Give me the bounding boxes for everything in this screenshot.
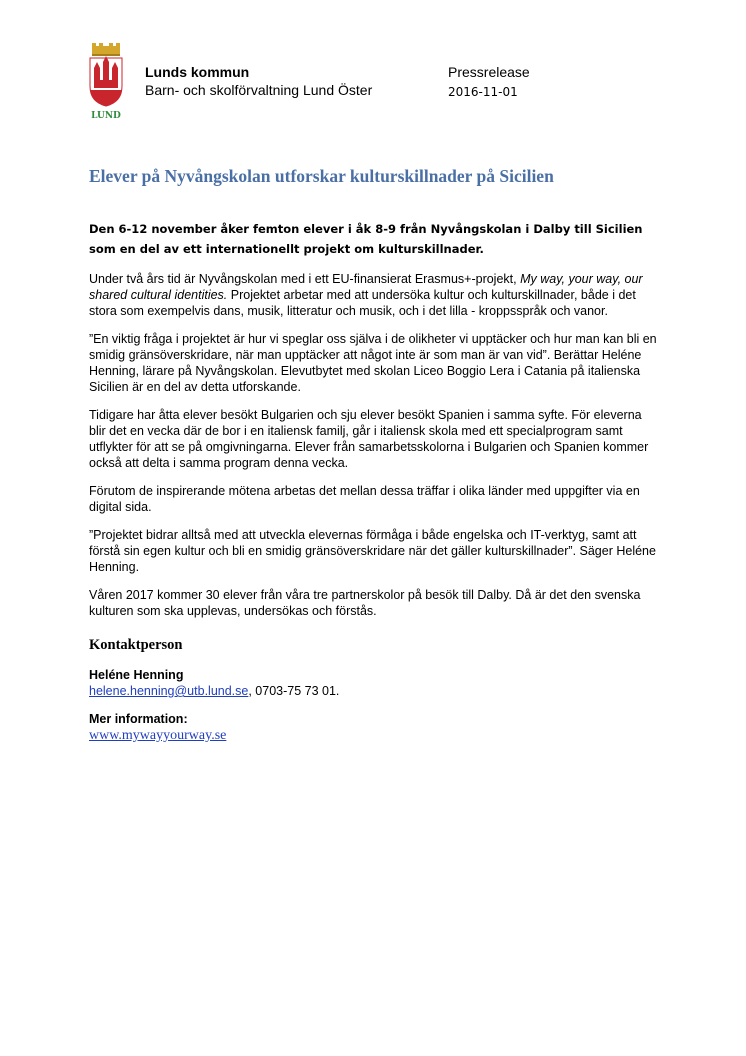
- organization-name: Lunds kommun: [145, 64, 250, 80]
- project-name: My way, your way, our shared cultural identities.: [89, 272, 643, 302]
- article-lead: Den 6-12 november åker femton elever i åk 8-9 från Nyvångskolan i Dalby till Sicilien som en del av ett internationellt projekt om kulturskillnader.: [89, 222, 643, 256]
- contact-name: Heléne Henning: [89, 668, 184, 682]
- article-title: Elever på Nyvångskolan utforskar kulturskillnader på Sicilien: [89, 166, 554, 186]
- organization-block: [145, 63, 372, 99]
- paragraph-1: Under två års tid är Nyvångskolan med i ett EU-finansierat Erasmus+-projekt, My way, your way, our shared cultural identities. Projektet arbetar med att undersöka kultur och kulturskillnader, både i det stora som exempelvis dans, musik, litteratur och musik, och i det lilla - kroppsspråk och vanor.: [89, 272, 643, 318]
- article-body: [89, 219, 659, 756]
- release-date: 2016-11-01: [448, 85, 518, 99]
- more-info-label: Mer information:: [89, 712, 188, 726]
- release-info: [448, 63, 530, 101]
- paragraph-2: ”En viktig fråga i projektet är hur vi speglar oss själva i de olikheter vi upptäcker och hur man kan bli en smidig gränsöverskridare, när man upptäcker att något inte är som man är van vid”. Berättar Heléne Henning, lärare på Nyvångskolan. Elevutbytet med skolan Liceo Boggio Lera i Catania på italienska Sicilien är en del av detta utforskande.: [89, 332, 657, 394]
- paragraph-3: Tidigare har åtta elever besökt Bulgarien och sju elever besökt Spanien i samma syfte. För eleverna blir det en vecka där de bor i en italiensk familj, går i italiensk skola med ett specialprogram samt utflykter för att se på omgivningarna. Elever från samarbetsskolorna i Bulgarien och Spanien kommer också att delta i samma program denna vecka.: [89, 408, 649, 470]
- paragraph-5: ”Projektet bidrar alltså med att utveckla elevernas förmåga i både engelska och IT-verktyg, samt att förstå sin egen kultur och bli en smidig gränsöverskridare när det gäller kulturskillnader”. Säger Heléne Henning.: [89, 528, 656, 574]
- more-info: [89, 711, 659, 744]
- paragraph-4: Förutom de inspirerande mötena arbetas det mellan dessa träffar i olika länder med uppgifter via en digital sida.: [89, 484, 640, 514]
- contact-details: [89, 683, 659, 699]
- website-link[interactable]: www.mywayyourway.se: [89, 728, 227, 743]
- contact-email-link[interactable]: helene.henning@utb.lund.se: [89, 684, 249, 698]
- organization-department: Barn- och skolförvaltning Lund Öster: [145, 82, 373, 98]
- lund-coat-of-arms-logo: [86, 42, 126, 122]
- contact-heading: Kontaktperson: [89, 637, 183, 653]
- contact-person: [89, 667, 659, 699]
- svg-text:LUND: LUND: [91, 111, 121, 121]
- paragraph-6: Våren 2017 kommer 30 elever från våra tre partnerskolor på besök till Dalby. Då är det den svenska kulturen som ska upplevas, undersökas och förstås.: [89, 588, 641, 618]
- contact-phone: , 0703-75 73 01.: [248, 684, 340, 698]
- document-type: Pressrelease: [448, 64, 530, 80]
- crown-icon: [92, 43, 120, 56]
